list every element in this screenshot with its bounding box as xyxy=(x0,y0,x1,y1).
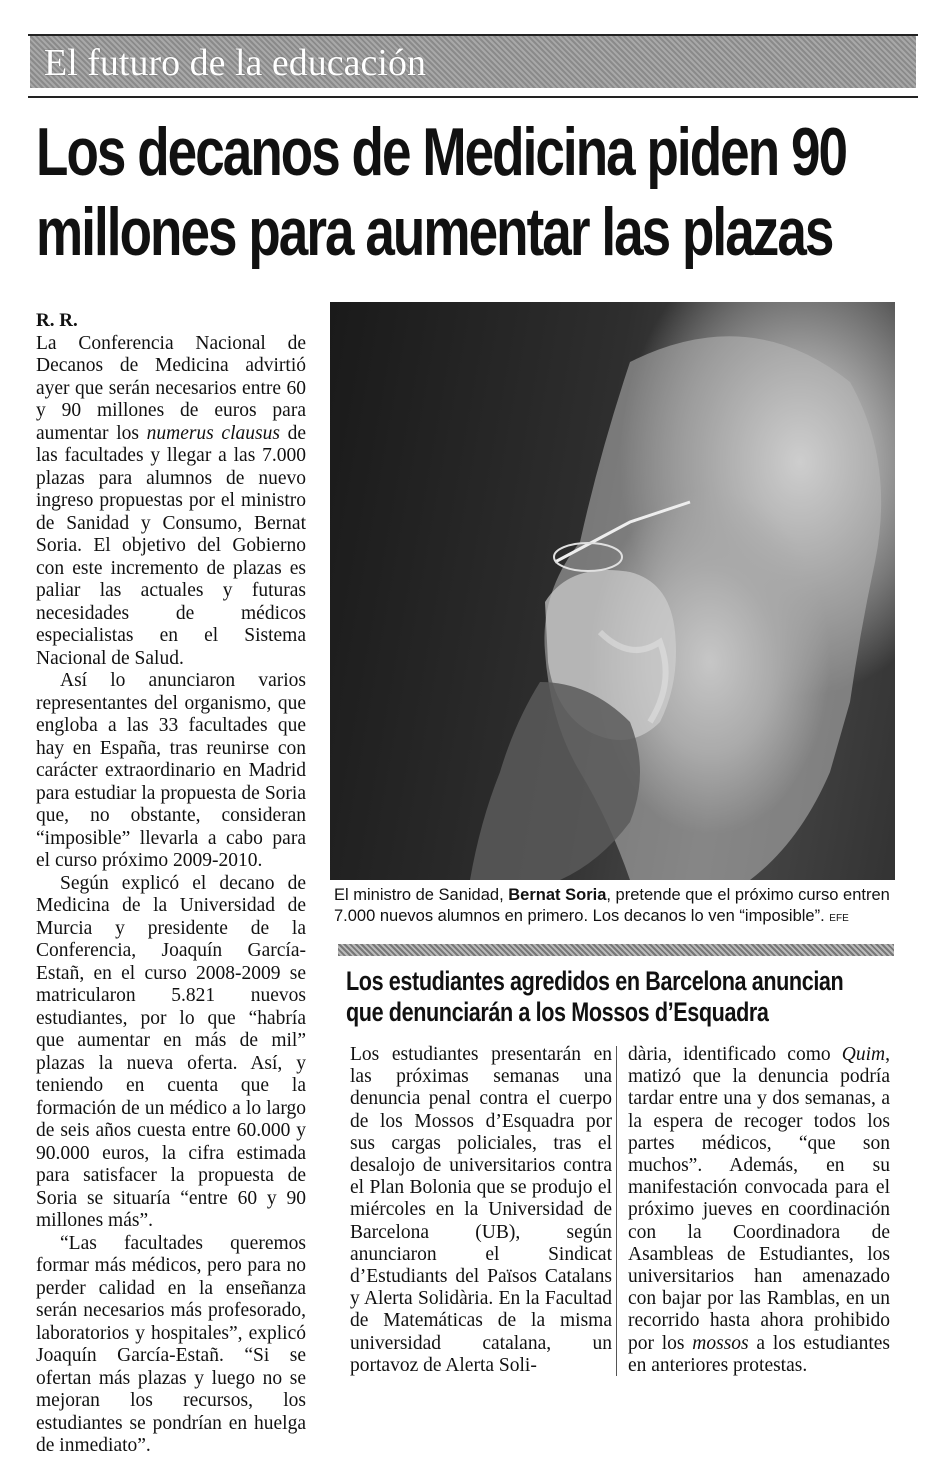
emphasis-text: mossos xyxy=(692,1332,749,1354)
article-paragraph-2: Así lo anunciaron varios representantes del organismo, que engloba a las 33 facultades que hay en España, tras reunirse con carácter extraordinario en Madrid para estudiar la propuesta de Soria que, no obstante, consideran “imposible” llevarla a cabo para el curso próximo 2009-2010. xyxy=(36,670,306,871)
portrait-illustration xyxy=(330,302,895,880)
emphasis-text: numerus clausus xyxy=(146,422,280,444)
caption-name: Bernat Soria xyxy=(508,886,607,904)
sidebar-column-2 xyxy=(628,1044,890,1377)
main-headline xyxy=(36,112,906,272)
section-title: El futuro de la educación xyxy=(44,42,426,84)
headline-line-2: millones para aumentar las plazas xyxy=(36,194,833,270)
minister-photo xyxy=(330,302,895,880)
caption-text: , pretende que el próximo curso entren 7.000 nuevos alumnos en primero. Los decanos lo ven “imposible”. xyxy=(334,886,890,925)
headline-line-1: Los decanos de Medicina piden 90 xyxy=(36,114,847,190)
caption-text: El ministro de Sanidad, xyxy=(334,886,509,904)
byline: R. R. xyxy=(36,310,78,331)
top-rule xyxy=(28,34,918,36)
main-article-column xyxy=(36,310,306,1458)
sidebar-banner xyxy=(338,944,894,956)
sidebar-column-1: Los estudiantes presentarán en las próximas semanas una denuncia penal contra el cuerpo de los Mossos d’Esquadra por sus cargas policiales, tras el desalojo de universitarios contra el Plan Bolonia que se produjo el miércoles en la Universidad de Barcelona (UB), según anunciaron el Sindicat d’Estudiants del Països Catalans y Alerta Solidària. En la Facultad de Matemáticas de la misma universidad catalana, un portavoz de Alerta Soli- xyxy=(350,1044,612,1376)
article-paragraph-3: Según explicó el decano de Medicina de la Universidad de Murcia y presidente de la Conferencia, Joaquín García-Estañ, en el curso 2008-2009 se matricularon 5.821 nuevos estudiantes, por lo que “habría que aumentar en más de mil” plazas la nueva oferta. Así, y teniendo en cuenta que la formación de un médico a lo largo de seis años cuesta entre 60.000 y 90.000 euros, la cifra estimada para satisfacer la propuesta de Soria se situaría “entre 60 y 90 millones más”. xyxy=(36,872,306,1231)
paragraph-text: La Conferencia Nacional de Decanos de Medicina advirtió ayer que serán necesarios entre 60 y 90 millones de euros para aumentar los xyxy=(36,332,306,444)
photo-credit: EFE xyxy=(829,913,849,924)
column-text: , matizó que la denuncia podría tardar entre una y dos semanas, a la espera de recoger todos los partes médicos, “que son muchos”. Además, en su manifestación convocada para el próximo jueves en coordinación con la Coordinadora de Asambleas de Estudiantes, los universitarios han amenazado con bajar por las Ramblas, en un recorrido hasta ahora prohibido por los xyxy=(628,1044,890,1354)
banner-rule xyxy=(28,96,918,98)
column-divider xyxy=(616,1046,617,1376)
column-text: dària, identificado como xyxy=(628,1044,842,1065)
column-text: a los estudiantes en anteriores protestas. xyxy=(628,1332,890,1376)
paragraph-text: de las facultades y llegar a las 7.000 plazas para alumnos de nuevo ingreso propuestas por el ministro de Sanidad y Consumo, Bernat Soria. El objetivo del Gobierno con este incremento de plazas es paliar las actuales y futuras necesidades de médicos especialistas en el Sistema Nacional de Salud. xyxy=(36,422,306,669)
sidebar-headline-line-2: que denunciarán a los Mossos d’Esquadra xyxy=(346,997,769,1027)
article-paragraph-4: “Las facultades queremos formar más médicos, pero para no perder calidad en la enseñanza serán necesarios más profesorado, laboratorios y hospitales”, explicó Joaquín García-Estañ. “Si se ofertan más plazas y luego no se mejoran los recursos, los estudiantes se pondrían en huelga de inmediato”. xyxy=(36,1232,306,1456)
emphasis-text: Quim xyxy=(841,1044,886,1065)
sidebar-headline-line-1: Los estudiantes agredidos en Barcelona anuncian xyxy=(346,966,844,996)
article-paragraph-1 xyxy=(36,333,306,671)
sidebar-headline xyxy=(346,966,906,1028)
photo-caption xyxy=(334,885,899,929)
